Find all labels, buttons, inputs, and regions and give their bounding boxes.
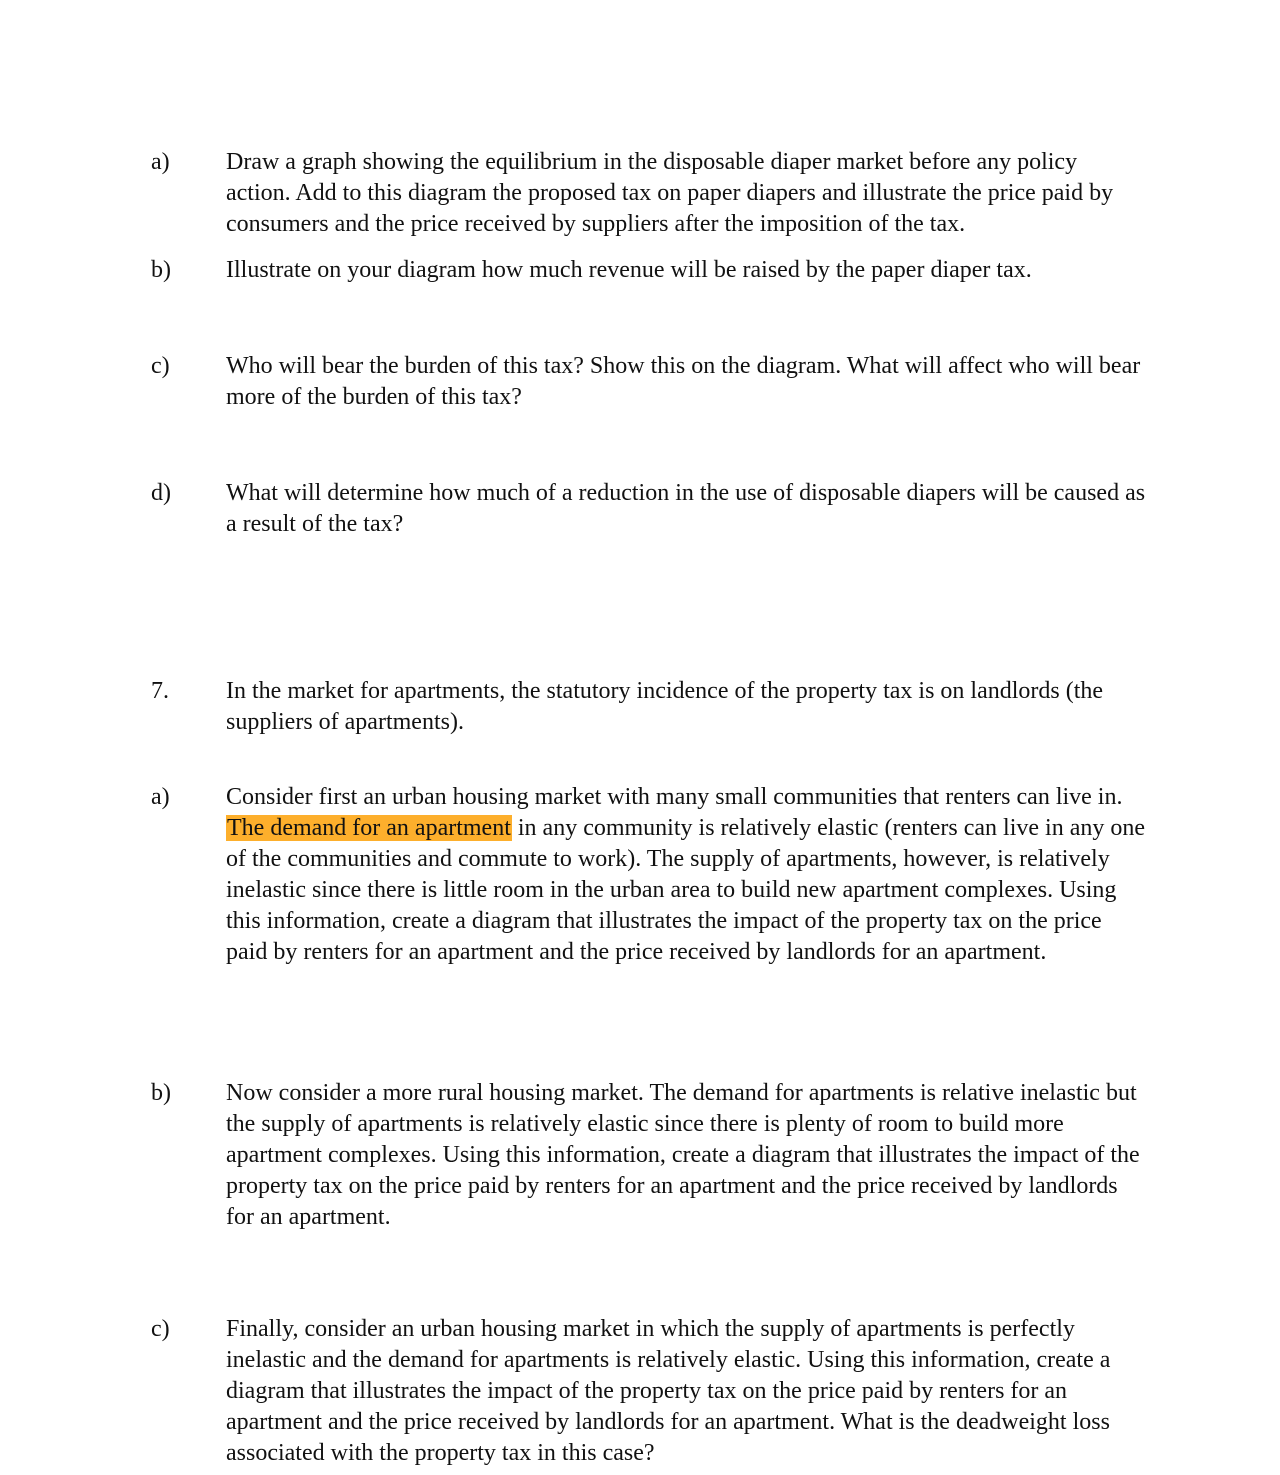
- item-label: c): [151, 1316, 170, 1342]
- highlighted-text: The demand for an apartment: [227, 815, 511, 841]
- item-label: c): [151, 353, 170, 379]
- item-text: Draw a graph showing the equilibrium in the disposable diaper market before any policy action. Add to this diagram the proposed tax on paper diapers and illustrate the price paid by consumers and the price received by suppliers after the imposition of the tax.: [226, 149, 1114, 237]
- item-text: Finally, consider an urban housing market in which the supply of apartments is perfectly inelastic and the demand for apartments is relatively elastic. Using this information, create a diagram that illustrates the impact of the property tax on the price paid by renters for an apartment and the price received by landlords for an apartment. What is the deadweight loss associated with the property tax in this case?: [226, 1316, 1111, 1466]
- item-text: What will determine how much of a reduction in the use of disposable diapers will be caused as a result of the tax?: [226, 480, 1146, 537]
- item-text: [226, 782, 1146, 968]
- item-text: Who will bear the burden of this tax? Show this on the diagram. What will affect who will bear more of the burden of this tax?: [226, 353, 1141, 410]
- item-label: 7.: [151, 678, 169, 704]
- item-label: a): [151, 149, 170, 175]
- item-text: In the market for apartments, the statutory incidence of the property tax is on landlords (the suppliers of apartments).: [226, 678, 1104, 735]
- text-after-highlight: in any community is relatively elastic (renters can live in any one of the communities and commute to work). The supply of apartments, however, is relatively inelastic since there is little room in the urban area to build new apartment complexes. Using this information, create a diagram that illustrates the impact of the property tax on the price paid by renters for an apartment and the price received by landlords for an apartment.: [226, 815, 1146, 965]
- item-label: b): [151, 257, 171, 283]
- item-label: d): [151, 480, 171, 506]
- item-label: a): [151, 784, 170, 810]
- item-text: Now consider a more rural housing market. The demand for apartments is relative inelastic but the supply of apartments is relatively elastic since there is plenty of room to build more apartment complexes. Using this information, create a diagram that illustrates the impact of the property tax on the price paid by renters for an apartment and the price received by landlords for an apartment.: [226, 1080, 1140, 1230]
- item-text: Illustrate on your diagram how much revenue will be raised by the paper diaper tax.: [226, 257, 1032, 283]
- text-before-highlight: Consider first an urban housing market with many small communities that renters can live in.: [226, 784, 1123, 810]
- item-label: b): [151, 1080, 171, 1106]
